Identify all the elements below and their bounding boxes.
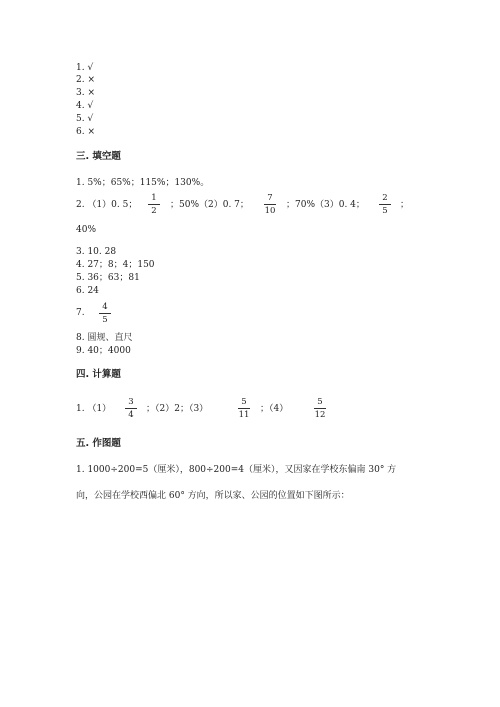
judge-answer-3: 3. × bbox=[76, 88, 95, 98]
fill-answer-2-part1: 2. （1）0. 5； bbox=[76, 200, 138, 210]
fraction-5-12: 5 12 bbox=[314, 397, 326, 420]
fraction-4-5: 4 5 bbox=[97, 302, 113, 325]
drawing-answer-line-2: 向，公园在学校西偏北 60° 方向，所以家、公园的位置如下图所示： bbox=[76, 491, 350, 501]
fill-answer-2-part2: ；50%（2）0. 7； bbox=[170, 200, 249, 210]
judge-answer-5: 5. √ bbox=[76, 114, 94, 124]
section-title-calculation: 四. 计算题 bbox=[76, 369, 121, 380]
fraction-3-4: 3 4 bbox=[123, 397, 139, 420]
fraction-2-5: 2 5 bbox=[377, 193, 393, 216]
fill-answer-7-label: 7. bbox=[76, 308, 85, 318]
fill-answer-6: 6. 24 bbox=[76, 286, 99, 296]
fraction-1-2: 1 2 bbox=[146, 193, 162, 216]
fill-answer-9: 9. 40；4000 bbox=[76, 346, 131, 356]
fill-answer-8: 8. 圆规、直尺 bbox=[76, 333, 133, 343]
section-title-fill-blank: 三. 填空题 bbox=[76, 151, 121, 162]
judge-answer-6: 6. × bbox=[76, 127, 95, 137]
section-title-drawing: 五. 作图题 bbox=[76, 438, 121, 449]
drawing-answer-line-1: 1. 1000÷200=5（厘米），800÷200=4（厘米），又因家在学校东偏南 30° 方 bbox=[76, 465, 397, 475]
fill-answer-2-part4: ； bbox=[400, 200, 410, 210]
calc-answer-1-part3: ；（4） bbox=[260, 404, 289, 414]
fraction-7-10: 7 10 bbox=[264, 193, 276, 216]
judge-answer-4: 4. √ bbox=[76, 101, 94, 111]
fill-answer-4: 4. 27；8；4；150 bbox=[76, 260, 155, 270]
calc-answer-1-part2: ；（2）2；（3） bbox=[146, 404, 209, 414]
fill-answer-5: 5. 36；63；81 bbox=[76, 273, 140, 283]
fraction-5-11: 5 11 bbox=[238, 397, 250, 420]
judge-answer-1: 1. √ bbox=[76, 63, 94, 73]
fill-answer-2-tail: 40% bbox=[76, 225, 97, 235]
fill-answer-1: 1. 5%；65%；115%；130%。 bbox=[76, 178, 210, 188]
judge-answer-2: 2. × bbox=[76, 75, 95, 85]
calc-answer-1-part1: 1. （1） bbox=[76, 404, 112, 414]
fill-answer-2-part3: ；70%（3）0. 4； bbox=[286, 200, 365, 210]
fill-answer-3: 3. 10. 28 bbox=[76, 247, 117, 257]
